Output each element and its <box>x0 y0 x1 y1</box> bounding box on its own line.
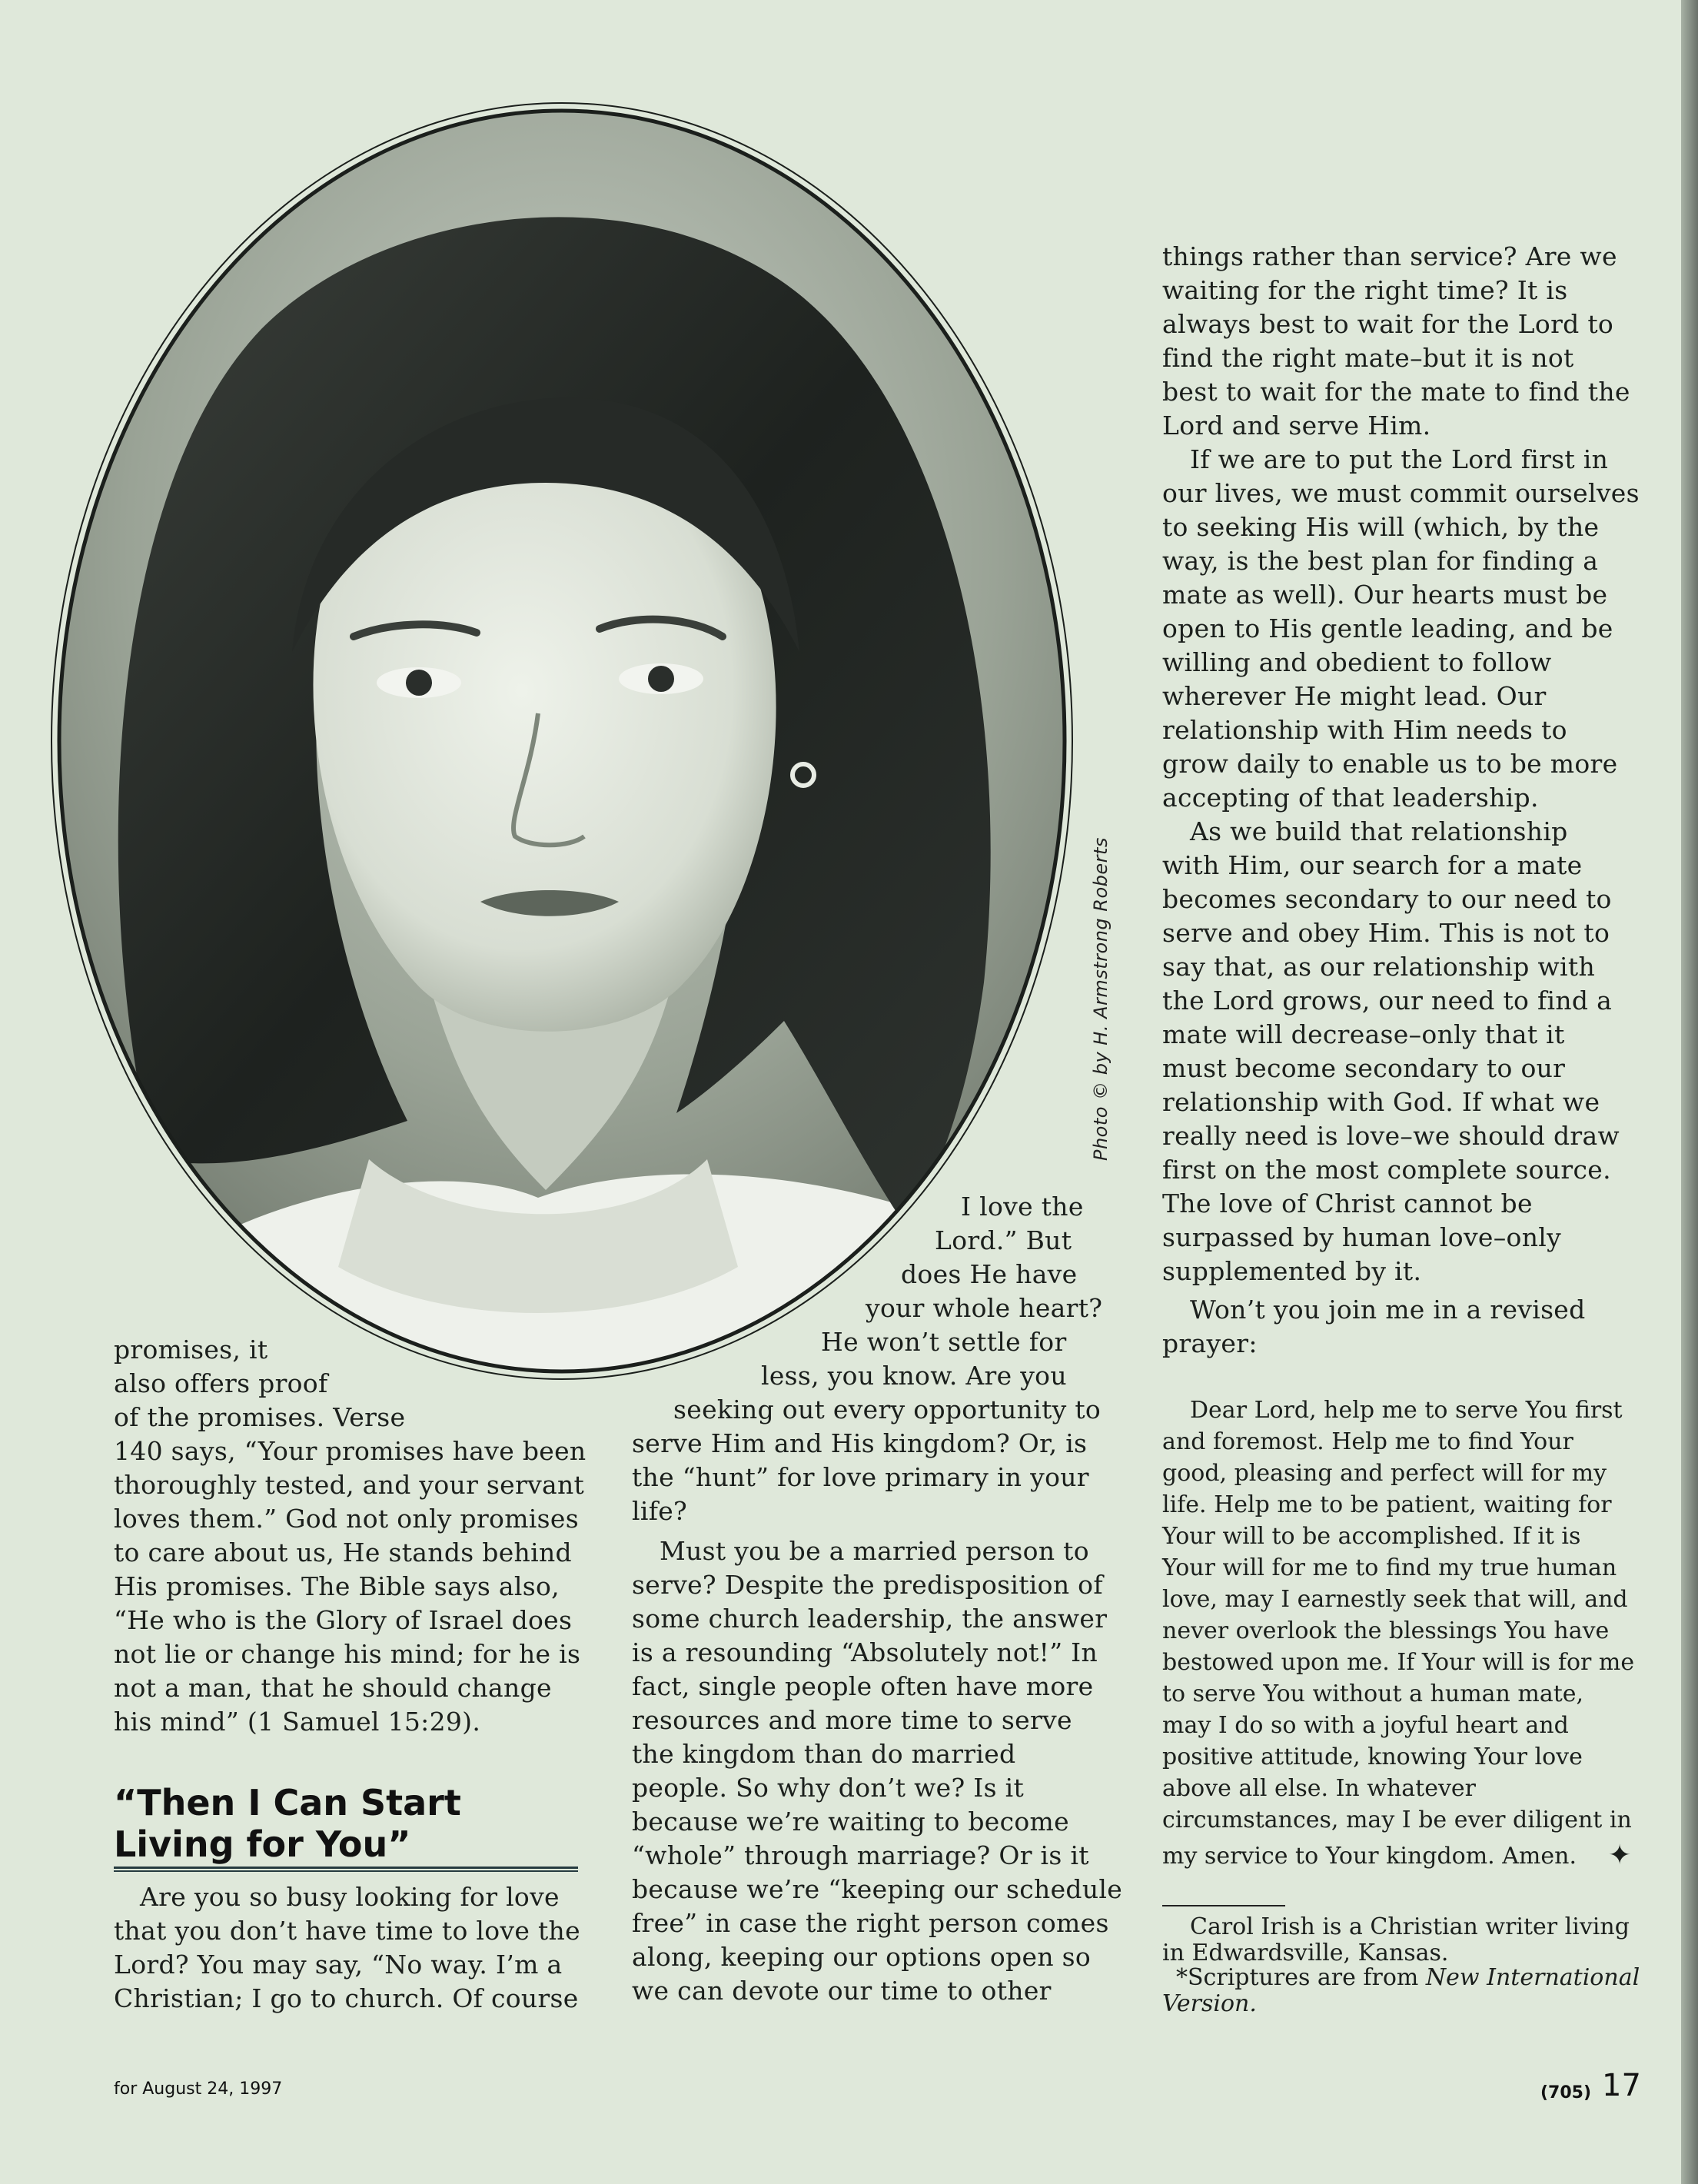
body-line: because we’re “keeping our schedule <box>632 1874 1123 1904</box>
body-line: willing and obedient to follow <box>1162 647 1552 677</box>
body-line: His promises. The Bible says also, <box>114 1571 560 1601</box>
body-line: free” in case the right person comes <box>632 1908 1109 1938</box>
body-line: seeking out every opportunity to <box>673 1395 1102 1424</box>
body-line: prayer: <box>1162 1328 1258 1358</box>
note-rule <box>1162 1905 1285 1906</box>
prayer-line: never overlook the blessings You have <box>1162 1617 1610 1644</box>
body-line: less, you know. Are you <box>761 1361 1067 1391</box>
body-line: Must you be a married person to <box>660 1536 1089 1566</box>
body-line: the kingdom than do married <box>632 1739 1016 1769</box>
scripture-note-prefix: *Scriptures are from <box>1176 1964 1426 1991</box>
body-line: things rather than service? Are we <box>1162 241 1617 271</box>
body-line: Lord? You may say, “No way. I’m a <box>114 1950 563 1980</box>
prayer-line: above all else. In whatever <box>1162 1775 1477 1802</box>
prayer-line: bestowed upon me. If Your will is for me <box>1162 1649 1635 1676</box>
author-note-line: Carol Irish is a Christian writer living <box>1190 1913 1630 1940</box>
body-line: supplemented by it. <box>1162 1256 1422 1286</box>
body-line: we can devote our time to other <box>632 1976 1052 2006</box>
body-line: thoroughly tested, and your servant <box>114 1470 585 1500</box>
body-line: waiting for the right time? It is <box>1162 275 1568 305</box>
prayer-line: life. Help me to be patient, waiting for <box>1162 1491 1612 1518</box>
body-line: open to His gentle leading, and be <box>1162 613 1613 643</box>
page-edge <box>1681 0 1698 2184</box>
body-line: does He have <box>901 1259 1078 1289</box>
body-line: “whole” through marriage? Or is it <box>632 1840 1089 1870</box>
body-line: becomes secondary to our need to <box>1162 884 1612 914</box>
body-line: life? <box>632 1496 688 1526</box>
body-line: mate as well). Our hearts must be <box>1162 580 1608 610</box>
body-line: really need is love–we should draw <box>1162 1121 1620 1151</box>
body-line: not a man, that he should change <box>114 1673 552 1703</box>
issue-number: (705) <box>1540 2083 1592 2103</box>
body-line: serve and obey Him. This is not to <box>1162 918 1610 948</box>
body-line: is a resounding “Absolutely not!” In <box>632 1637 1098 1667</box>
body-line: way, is the best plan for finding a <box>1162 546 1599 576</box>
prayer-line: Dear Lord, help me to serve You first <box>1190 1397 1623 1424</box>
body-line: Lord and serve Him. <box>1162 411 1431 440</box>
body-line: that you don’t have time to love the <box>114 1916 580 1946</box>
body-line: our lives, we must commit ourselves <box>1162 478 1640 508</box>
body-line: first on the most complete source. <box>1162 1155 1611 1185</box>
body-line: serve Him and His kingdom? Or, is <box>632 1428 1088 1458</box>
body-line: resources and more time to serve <box>632 1705 1072 1735</box>
prayer-line: and foremost. Help me to find Your <box>1162 1428 1573 1455</box>
photo-credit: Photo © by H. Armstrong Roberts <box>1090 837 1112 1161</box>
section-heading-line: Living for You” <box>114 1823 411 1865</box>
body-line: fact, single people often have more <box>632 1671 1094 1701</box>
body-line: Lord.” But <box>935 1225 1072 1255</box>
scripture-note-version: Version. <box>1162 1990 1257 2017</box>
end-mark-icon: ✦ <box>1608 1840 1632 1871</box>
scripture-note <box>1176 1965 1640 1991</box>
body-line: must become secondary to our <box>1162 1053 1566 1083</box>
portrait-photo <box>46 98 1078 1384</box>
body-line: wherever He might lead. Our <box>1162 681 1547 711</box>
body-line: If we are to put the Lord first in <box>1190 444 1609 474</box>
body-line: Won’t you join me in a revised <box>1190 1295 1586 1325</box>
section-heading-line: “Then I Can Start <box>114 1782 461 1823</box>
prayer-line: my service to Your kingdom. Amen. <box>1162 1843 1577 1870</box>
body-line: his mind” (1 Samuel 15:29). <box>114 1707 481 1737</box>
prayer-line: Your will for me to find my true human <box>1162 1554 1617 1581</box>
body-line: not lie or change his mind; for he is <box>114 1639 581 1669</box>
body-line: of the promises. Verse <box>114 1402 406 1432</box>
body-line: the “hunt” for love primary in your <box>632 1462 1089 1492</box>
section-heading <box>114 1782 461 1865</box>
body-line: Christian; I go to church. Of course <box>114 1983 579 2013</box>
body-line: “He who is the Glory of Israel does <box>114 1605 573 1635</box>
body-line: grow daily to enable us to be more <box>1162 749 1618 779</box>
body-line: find the right mate–but it is not <box>1162 343 1574 373</box>
body-line: 140 says, “Your promises have been <box>114 1436 586 1466</box>
body-line: mate will decrease–only that it <box>1162 1019 1565 1049</box>
body-line: surpassed by human love–only <box>1162 1222 1562 1252</box>
issue-date: for August 24, 1997 <box>114 2079 283 2099</box>
body-line: I love the <box>961 1192 1084 1222</box>
prayer-line: love, may I earnestly seek that will, and <box>1162 1586 1628 1613</box>
body-line: serve? Despite the predisposition of <box>632 1570 1103 1600</box>
prayer-line: positive attitude, knowing Your love <box>1162 1744 1583 1770</box>
prayer-line: Your will to be accomplished. If it is <box>1162 1523 1581 1550</box>
heading-rule <box>114 1867 578 1872</box>
body-line: the Lord grows, our need to find a <box>1162 986 1613 1016</box>
prayer-line: circumstances, may I be ever diligent in <box>1162 1807 1632 1833</box>
body-line: your whole heart? <box>866 1293 1103 1323</box>
author-note-line: in Edwardsville, Kansas. <box>1162 1940 1449 1966</box>
body-line: The love of Christ cannot be <box>1162 1188 1533 1218</box>
body-line: Are you so busy looking for love <box>140 1882 560 1912</box>
body-line: along, keeping our options open so <box>632 1942 1092 1972</box>
body-line: say that, as our relationship with <box>1162 952 1595 982</box>
body-line: He won’t settle for <box>821 1327 1067 1357</box>
body-line: people. So why don’t we? Is it <box>632 1773 1025 1803</box>
prayer-line: to serve You without a human mate, <box>1162 1680 1584 1707</box>
body-line: to care about us, He stands behind <box>114 1537 572 1567</box>
scripture-version: New International <box>1425 1964 1640 1991</box>
body-line: with Him, our search for a mate <box>1162 850 1583 880</box>
body-line: promises, it <box>114 1335 268 1365</box>
body-line: best to wait for the mate to find the <box>1162 377 1630 407</box>
body-line: loves them.” God not only promises <box>114 1504 579 1534</box>
body-line: to seeking His will (which, by the <box>1162 512 1600 542</box>
body-line: accepting of that leadership. <box>1162 783 1539 813</box>
body-line: because we’re waiting to become <box>632 1807 1069 1837</box>
body-line: relationship with Him needs to <box>1162 715 1567 745</box>
body-line: also offers proof <box>114 1368 328 1398</box>
page-number: 17 <box>1602 2068 1641 2103</box>
body-line: As we build that relationship <box>1190 816 1568 846</box>
body-line: relationship with God. If what we <box>1162 1087 1600 1117</box>
prayer-line: may I do so with a joyful heart and <box>1162 1712 1569 1739</box>
body-line: always best to wait for the Lord to <box>1162 309 1614 339</box>
prayer-line: good, pleasing and perfect will for my <box>1162 1460 1607 1487</box>
body-line: some church leadership, the answer <box>632 1604 1108 1634</box>
